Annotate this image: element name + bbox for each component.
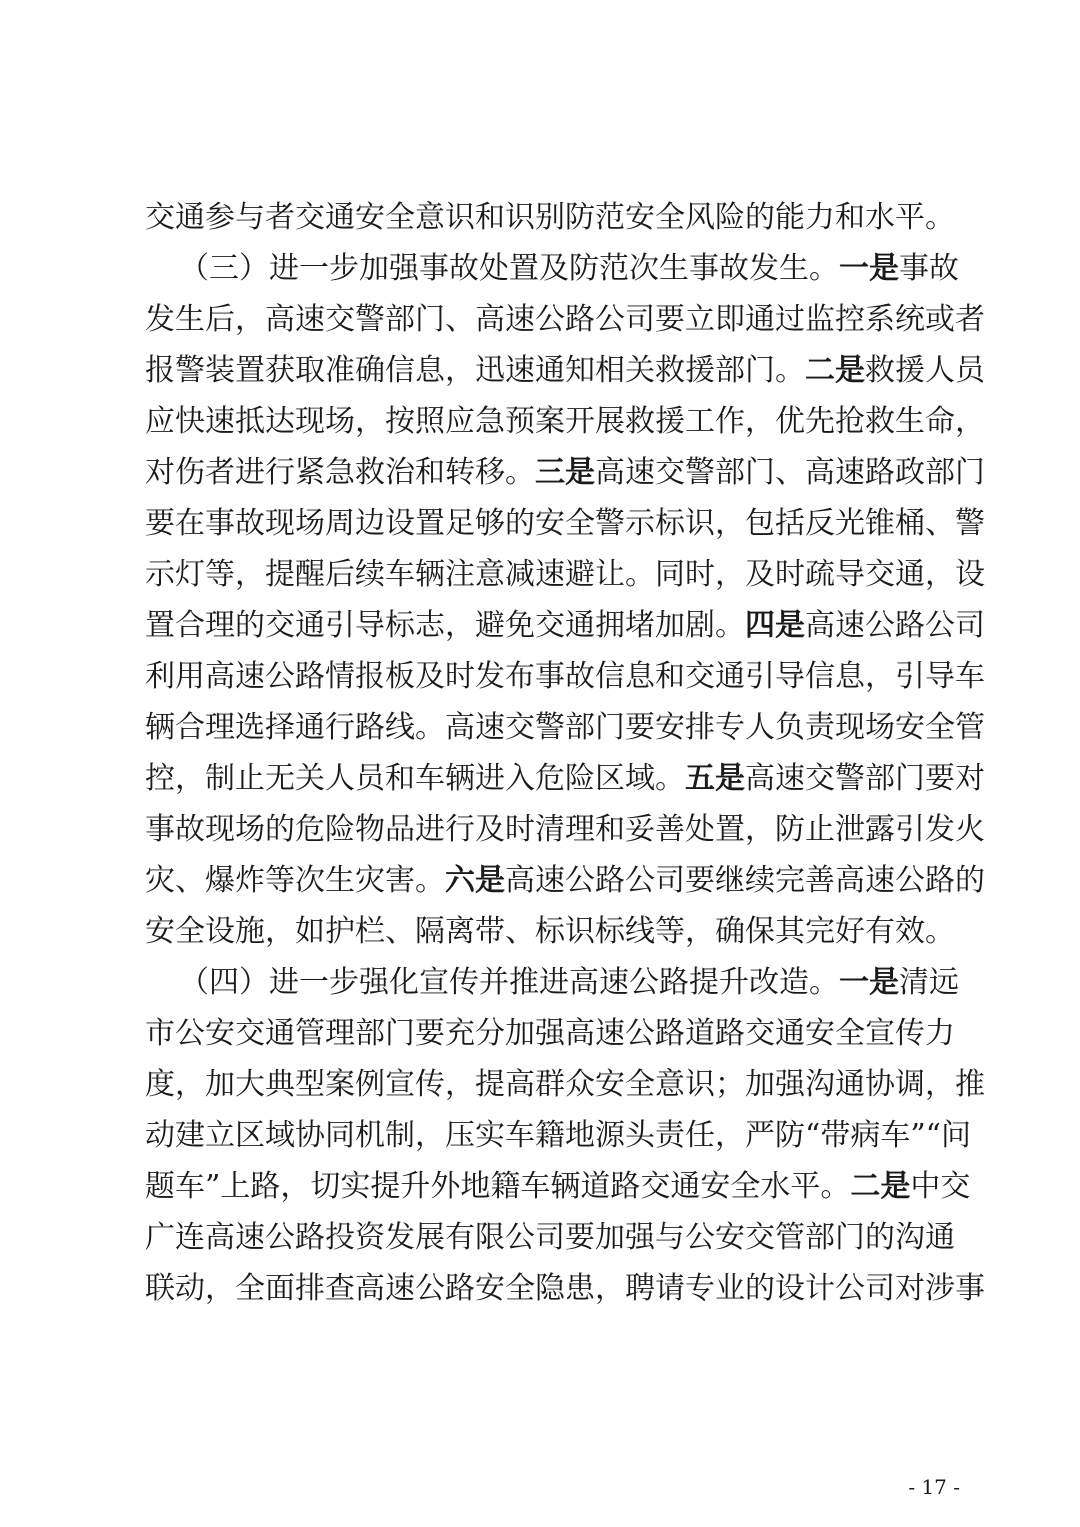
text-line: （三）进一步加强事故处置及防范次生事故发生。一是事故 xyxy=(179,251,959,286)
text-line: 广连高速公路投资发展有限公司要加强与公安交管部门的沟通 xyxy=(145,1220,955,1255)
text-line: 利用高速公路情报板及时发布事故信息和交通引导信息，引导车 xyxy=(145,659,985,694)
body-text xyxy=(145,192,985,1314)
text-line: 置合理的交通引导标志，避免交通拥堵加剧。四是高速公路公司 xyxy=(145,608,985,643)
text-line: 要在事故现场周边设置足够的安全警示标识，包括反光锥桶、警 xyxy=(145,506,985,541)
text-line: （四）进一步强化宣传并推进高速公路提升改造。一是清远 xyxy=(179,965,959,1000)
text-line: 安全设施，如护栏、隔离带、标识标线等，确保其完好有效。 xyxy=(145,914,955,949)
text-line: 发生后，高速交警部门、高速公路公司要立即通过监控系统或者 xyxy=(145,302,985,337)
text-line: 动建立区域协同机制，压实车籍地源头责任，严防“带病车”“问 xyxy=(145,1118,972,1153)
text-line: 事故现场的危险物品进行及时清理和妥善处置，防止泄露引发火 xyxy=(145,812,985,847)
text-line: 报警装置获取准确信息，迅速通知相关救援部门。二是救援人员 xyxy=(145,353,985,388)
text-line: 控，制止无关人员和车辆进入危险区域。五是高速交警部门要对 xyxy=(145,761,985,796)
text-line: 交通参与者交通安全意识和识别防范安全风险的能力和水平。 xyxy=(145,200,955,235)
text-line: 示灯等，提醒后续车辆注意减速避让。同时，及时疏导交通，设 xyxy=(145,557,985,592)
page-number: - 17 - xyxy=(908,1475,960,1499)
text-line: 辆合理选择通行路线。高速交警部门要安排专人负责现场安全管 xyxy=(145,710,985,745)
text-line: 应快速抵达现场，按照应急预案开展救援工作，优先抢救生命， xyxy=(145,404,985,439)
text-line: 市公安交通管理部门要充分加强高速公路道路交通安全宣传力 xyxy=(145,1016,955,1051)
text-line: 题车”上路，切实提升外地籍车辆道路交通安全水平。二是中交 xyxy=(145,1169,971,1204)
text-line: 度，加大典型案例宣传，提高群众安全意识；加强沟通协调，推 xyxy=(145,1067,985,1102)
text-line: 联动，全面排查高速公路安全隐患，聘请专业的设计公司对涉事 xyxy=(145,1271,985,1306)
text-line: 灾、爆炸等次生灾害。六是高速公路公司要继续完善高速公路的 xyxy=(145,863,985,898)
text-line: 对伤者进行紧急救治和转移。三是高速交警部门、高速路政部门 xyxy=(145,455,985,490)
